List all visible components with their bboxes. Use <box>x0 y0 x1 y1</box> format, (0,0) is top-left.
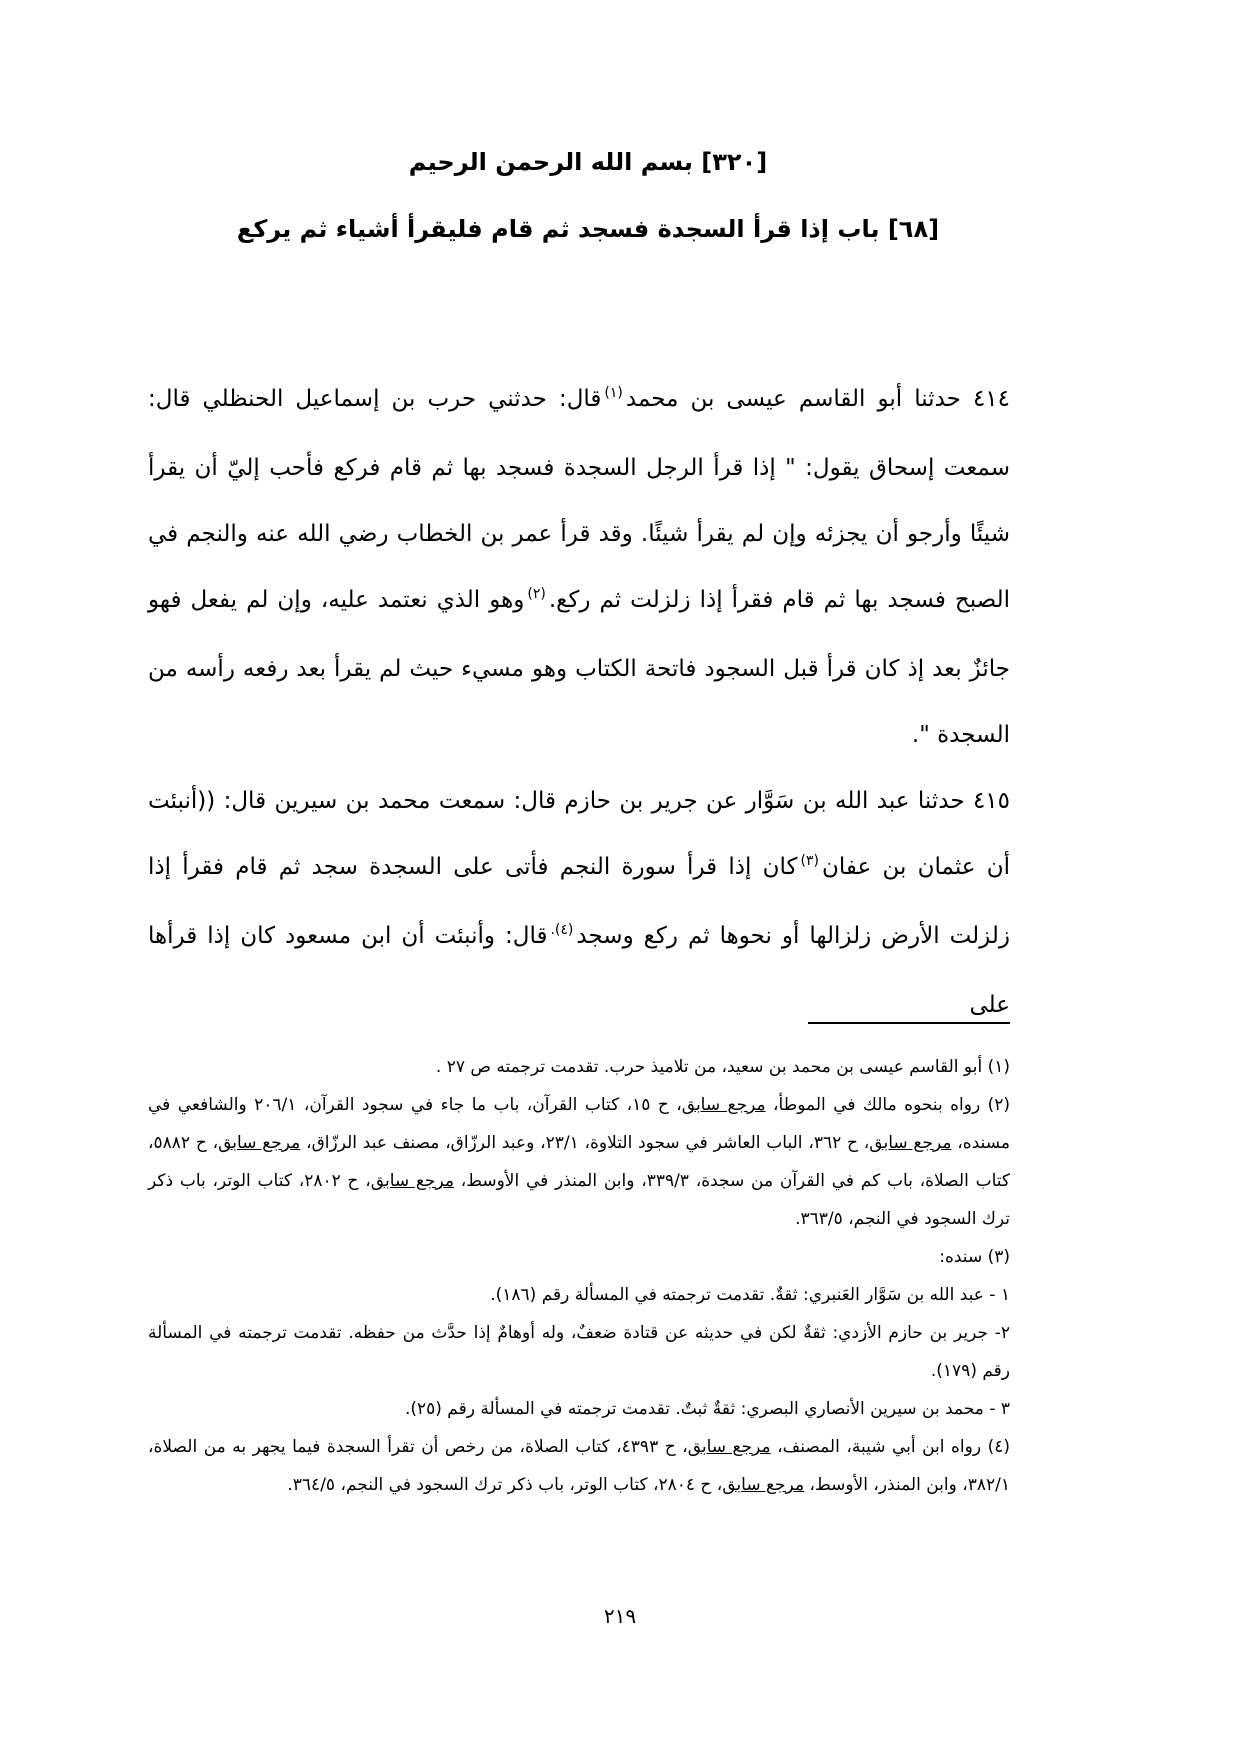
footnote-4 <box>148 1428 1010 1504</box>
footnote-4-ref-b: مرجع سابق <box>722 1475 805 1495</box>
paragraph-415-part1: ٤١٥ حدثنا عبد الله بن سَوَّار عن جرير بن حازم قال: سمعت محمد بن سيرين قال: ((أنبئت أن عثمان بن عفان <box>148 788 1010 880</box>
main-text <box>148 366 1010 1038</box>
paragraph-414-part3: وهو الذي نعتمد عليه، وإن لم يفعل فهو جائزٌ بعد إذ كان قرأ قبل السجود فاتحة الكتاب وهو مسيء حيث لم يقرأ بعد رفعه رأسه من السجدة ". <box>148 587 1010 748</box>
footnote-2-d: ، ح ٥٨٨٢، كتاب الصلاة، باب كم في القرآن من سجدة، ٣٣٩/٣، وابن المنذر في الأوسط، <box>148 1133 1011 1191</box>
paragraph-415-part3: قال: وأنبئت أن ابن مسعود كان إذا قرأها على <box>148 923 1010 1018</box>
footnote-3-item-1: ١ - عبد الله بن سَوَّار العَنبري: ثقةٌ. تقدمت ترجمته في المسألة رقم (١٨٦). <box>490 1285 1010 1305</box>
footnote-ref-2: (٢) <box>527 586 546 602</box>
footnote-2-ref-a: مرجع سابق <box>681 1095 766 1115</box>
footnote-2-a: (٢) رواه بنحوه مالك في الموطأ، <box>773 1095 1011 1115</box>
footnote-3-item-2: ٢- جرير بن حازم الأزدي: ثقةٌ لكن في حديثه عن قتادة ضعفٌ، وله أوهامٌ إذا حدَّث من حفظه. تقدمت ترجمته في المسألة رقم (١٧٩). <box>148 1323 1010 1381</box>
footnote-ref-1: (١) <box>604 385 623 401</box>
footnote-4-c: ، ح ٢٨٠٤، كتاب الوتر، باب ذكر ترك السجود في النجم، ٣٦٤/٥. <box>287 1475 723 1495</box>
footnote-2-e: ، ح ٢٨٠٢، كتاب الوتر، باب ذكر ترك السجود في النجم، ٣٦٣/٥. <box>148 1171 1010 1229</box>
footnote-divider <box>808 1022 1010 1024</box>
footnote-2-c: ، ح ٣٦٢، الباب العاشر في سجود التلاوة، ٢٣/١، وعبد الرزّاق، مصنف عبد الرزّاق، <box>306 1133 870 1153</box>
paragraph-414-part1: ٤١٤ حدثنا أبو القاسم عيسى بن محمد <box>625 386 1010 412</box>
footnote-1: (١) أبو القاسم عيسى بن محمد بن سعيد، من تلاميذ حرب. تقدمت ترجمته ص ٢٧ . <box>435 1057 1010 1077</box>
footnote-2-ref-c: مرجع سابق <box>218 1133 301 1153</box>
footnote-2-ref-b: مرجع سابق <box>869 1133 952 1153</box>
footnote-4-b: ، ح ٤٣٩٣، كتاب الصلاة، من رخص أن تقرأ السجدة فيما يجهر به من الصلاة، ٣٨٢/١، وابن المنذر، الأوسط، <box>148 1437 1010 1495</box>
footnote-4-a: (٤) رواه ابن أبي شيبة، المصنف، <box>777 1437 1011 1457</box>
footnote-2-ref-d: مرجع سابق <box>370 1171 454 1191</box>
paragraph-414-part2: قال: حدثني حرب بن إسماعيل الحنظلي قال: سمعت إسحاق يقول: " إذا قرأ الرجل السجدة فسجد بها ثم قام فركع فأحب إليّ أن يقرأ شيئًا وأرجو أن يجزئه وإن لم يقرأ شيئًا. وقد قرأ عمر بن الخطاب رضي الله عنه والنجم في الصبح فسجد بها ثم قام فقرأ إذا زلزلت ثم ركع. <box>148 386 1010 613</box>
chapter-title: [٦٨] باب إذا قرأ السجدة فسجد ثم قام فليقرأ أشياء ثم يركع <box>236 215 940 243</box>
paragraph-415 <box>148 768 1010 1038</box>
footnote-2-b: ، ح ١٥، كتاب القرآن، باب ما جاء في سجود القرآن، ٢٠٦/١ والشافعي في مسنده، <box>148 1095 1011 1153</box>
footnote-3-item-3: ٣ - محمد بن سيرين الأنصاري البصري: ثقةٌ ثبتٌ. تقدمت ترجمته في المسألة رقم (٢٥). <box>404 1399 1010 1419</box>
footnote-2 <box>148 1086 1010 1238</box>
basmala-heading: [٣٢٠] بسم الله الرحمن الرحيم <box>408 148 768 176</box>
page-number: ٢١٩ <box>603 1604 637 1628</box>
footnote-4-ref-a: مرجع سابق <box>687 1437 771 1457</box>
footnote-3-intro: (٣) سنده: <box>939 1247 1010 1267</box>
paragraph-414 <box>148 366 1010 768</box>
footnotes <box>148 1048 1010 1504</box>
footnote-ref-3: (٣) <box>800 853 819 869</box>
footnote-ref-4: (٤). <box>550 922 574 938</box>
paragraph-415-part2: كان إذا قرأ سورة النجم فأتى على السجدة سجد ثم قام فقرأ إذا زلزلت الأرض زلزالها أو نحوها ثم ركع وسجد <box>148 854 1010 949</box>
